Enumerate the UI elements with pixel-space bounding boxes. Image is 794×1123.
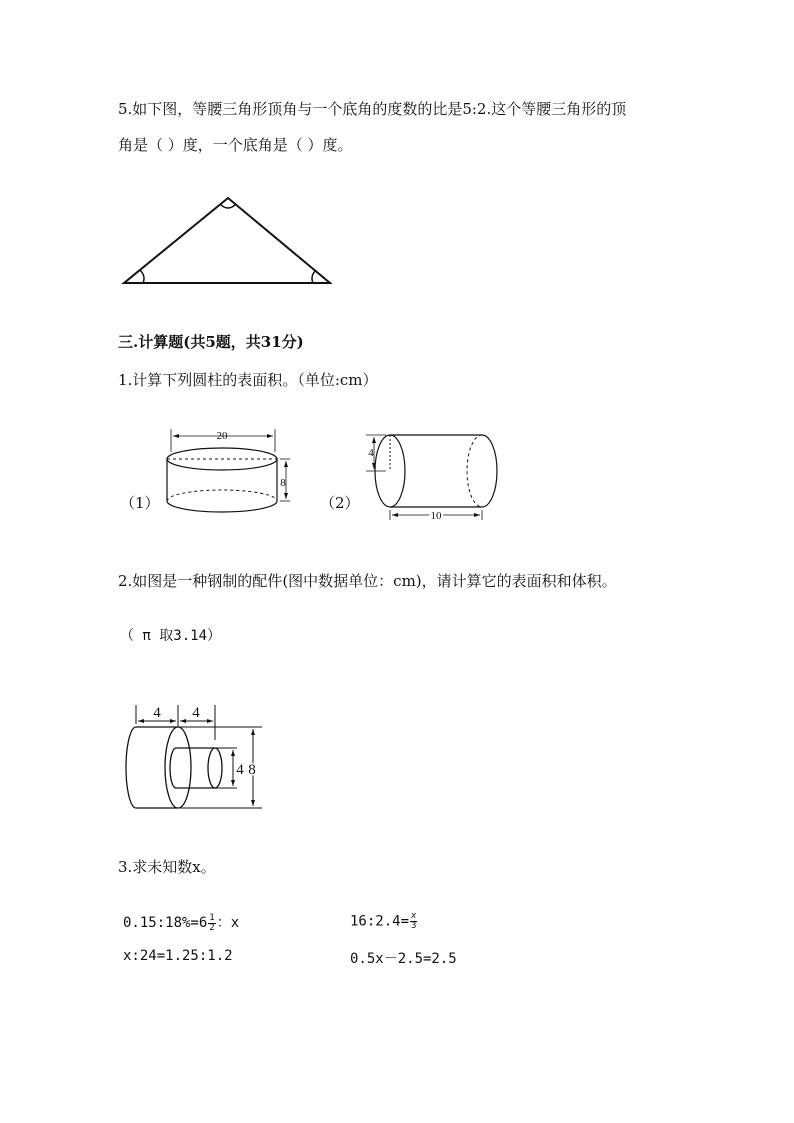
eq2-fraction: $\frac{x}{3}$	[411, 911, 417, 931]
problem3-text: 3.求未知数x。	[118, 858, 216, 876]
eq1-suffix: ：x	[216, 915, 240, 931]
equation-3: x:24=1.25:1.2	[123, 948, 233, 964]
eq2-prefix: 16:2.4=	[350, 913, 410, 930]
cylinder1-label: （1）	[120, 494, 160, 512]
large-cylinder	[126, 727, 191, 808]
equation-1	[123, 912, 239, 933]
cylinder2-label: （2）	[320, 494, 360, 512]
dim-a-label: 4	[153, 705, 161, 721]
problem1-text: 1.计算下列圆柱的表面积。（单位:cm）	[118, 371, 378, 389]
dim-d-label: 8	[248, 762, 256, 778]
equation-2	[350, 912, 418, 931]
problem2-text: 2.如图是一种钢制的配件(图中数据单位：cm)，请计算它的表面积和体积。	[118, 572, 617, 590]
eq1-fraction: $\frac{1}{2}$	[209, 912, 215, 933]
dim-c-label: 4	[236, 762, 244, 778]
q5-line1: 5.如下图，等腰三角形顶角与一个底角的度数的比是5:2.这个等腰三角形的顶	[118, 100, 627, 118]
cylinder1-height-label: 8	[280, 477, 286, 489]
cylinder2-length-label: 10	[430, 510, 442, 522]
cylinder1-width-label: 20	[216, 430, 228, 442]
q5-line2: 角是（ ）度，一个底角是（ ）度。	[118, 136, 353, 154]
cylinder2-diameter-label: 4	[368, 447, 374, 459]
dim-b-label: 4	[192, 705, 200, 721]
equation-4: 0.5x－2.5=2.5	[350, 951, 457, 967]
eq1-prefix: 0.15:18%=6	[123, 915, 208, 931]
section-heading: 三.计算题(共5题，共31分)	[118, 333, 304, 351]
pi-note: （ π 取3.14）	[120, 628, 222, 644]
